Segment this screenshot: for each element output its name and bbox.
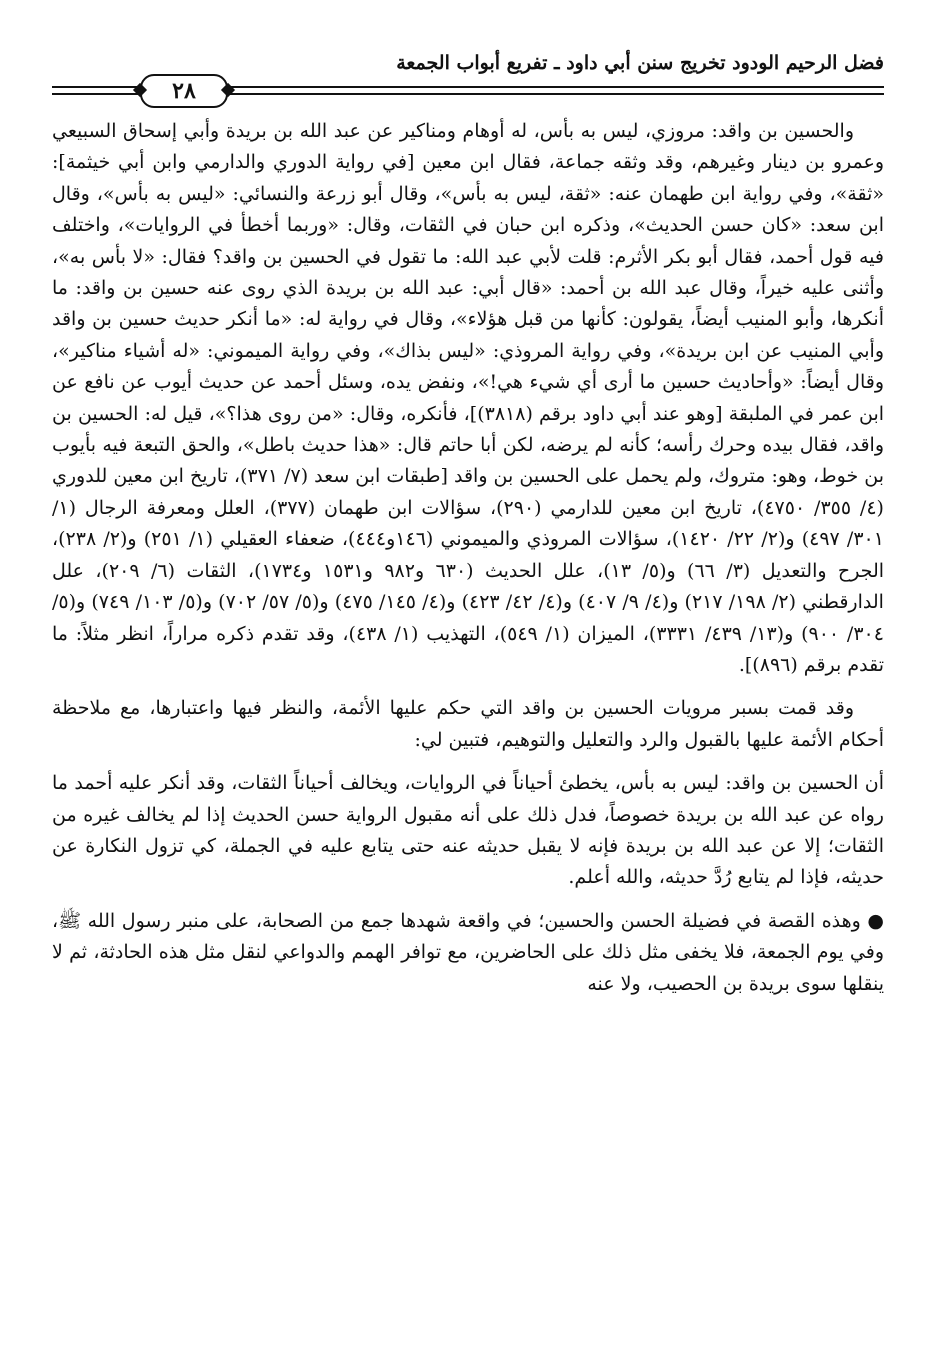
running-title: فضل الرحيم الودود تخريج سنن أبي داود ـ تفريع أبواب الجمعة	[396, 52, 884, 74]
paragraph-story-critique: ● وهذه القصة في فضيلة الحسن والحسين؛ في واقعة شهدها جمع من الصحابة، على منبر رسول الله ﷺ، وفي يوم الجمعة، فلا يخفى مثل ذلك على الحاضرين، مع توافر الهمم والدواعي لنقل مثل هذه الحادثة، ثم لا ينقلها سوى بريدة بن الحصيب، ولا عنه	[52, 909, 884, 995]
paragraph-narrator-biography: والحسين بن واقد: مروزي، ليس به بأس، له أوهام ومناكير عن عبد الله بن بريدة وأبي إسحاق السبيعي وعمرو بن دينار وغيرهم، وقد وثقه جماعة، فقال ابن معين [في رواية الدوري والدارمي وابن أبي خيثمة]: «ثقة»، وفي رواية ابن طهمان عنه: «ثقة، ليس به بأس»، وقال أبو زرعة والنسائي: «ليس به بأس»، وقال ابن سعد: «كان حسن الحديث»، وذكره ابن حبان في الثقات، وقال: «وربما أخطأ في الروايات»، واختلف فيه قول أحمد، فقال أبو بكر الأثرم: قلت لأبي عبد الله: ما تقول في الحسين بن واقد؟ فقال: «لا بأس به»، وأثنى عليه خيراً، وقال عبد الله بن أحمد: «قال أبي: عبد الله بن بريدة الذي روى عنه حسين بن واقد: ما أنكرها، وأبو المنيب أيضاً، يقولون: كأنها من قبل هؤلاء»، وقال في رواية له: «ما أنكر حديث حسين بن واقد وأبي المنيب عن ابن بريدة»، وفي رواية المروذي: «ليس بذاك»، وفي رواية الميموني: «له أشياء مناكير»، وقال أيضاً: «وأحاديث حسين ما أرى أي شيء هي!»، ونفض يده، وسئل أحمد عن حديث أيوب عن نافع عن ابن عمر في الملبقة [وهو عند أبي داود برقم (٣٨١٨)]، فأنكره، وقال: «من روى هذا؟»، قيل له: الحسين بن واقد، فقال بيده وحرك رأسه؛ كأنه لم يرضه، لكن أبا حاتم قال: «هذا حديث باطل»، والحق التبعة فيه بأيوب بن خوط، وهو: متروك، ولم يحمل على الحسين بن واقد [طبقات ابن سعد (٧/ ٣٧١)، تاريخ ابن معين للدوري (٤/ ٣٥٥/ ٤٧٥٠)، تاريخ ابن معين للدارمي (٢٩٠)، سؤالات ابن طهمان (٣٧٧)، العلل ومعرفة الرجال (١/ ٣٠١/ ٤٩٧) و(٢/ ٢٢/ ١٤٢٠)، سؤالات المروذي والميموني (١٤٦و٤٤٤)، ضعفاء العقيلي (١/ ٢٥١) و(٢/ ٢٣٨)، الجرح والتعديل (٣/ ٦٦) و(٥/ ١٣)، علل الحديث (٦٣٠ و٩٨٢ و١٥٣١ و١٧٣٤)، الثقات (٦/ ٢٠٩)، علل الدارقطني (٢/ ١٩٨/ ٢١٧) و(٤/ ٩/ ٤٠٧) و(٤/ ٤٢/ ٤٢٣) و(٤/ ١٤٥/ ٤٧٥) و(٥/ ٥٧/ ٧٠٢) و(٥/ ١٠٣/ ٧٤٩) و(٥/ ٣٠٤/ ٩٠٠) و(١٣/ ٤٣٩/ ٣٣٣١)، الميزان (١/ ٥٤٩)، التهذيب (١/ ٤٣٨)، وقد تقدم ذكره مراراً، انظر مثلاً: ما تقدم برقم (٨٩٦)].	[52, 120, 885, 676]
paragraph-investigation: وقد قمت بسبر مرويات الحسين بن واقد التي حكم عليها الأئمة، والنظر فيها واعتبارها، مع ملاحظة أحكام الأئمة عليها بالقبول والرد والتعليل والتوهيم، فتبين لي:	[52, 697, 884, 751]
paragraph-verdict: أن الحسين بن واقد: ليس به بأس، يخطئ أحياناً في الروايات، ويخالف أحياناً الثقات، وقد أنكر عليه أحمد ما رواه عن عبد الله بن بريدة خصوصاً، فدل ذلك على أنه مقبول الرواية حسن الحديث إذا لم يخالف غيره من الثقات؛ إلا عن عبد الله بن بريدة فإنه لا يقبل حديثه عنه حتى يتابع عليه في الجملة، كي تزول النكارة عن حديثه، فإذا لم يتابع رُدَّ حديثه، والله أعلم.	[52, 772, 884, 889]
page-number: ٢٨	[140, 74, 228, 108]
page-body	[52, 116, 884, 1000]
